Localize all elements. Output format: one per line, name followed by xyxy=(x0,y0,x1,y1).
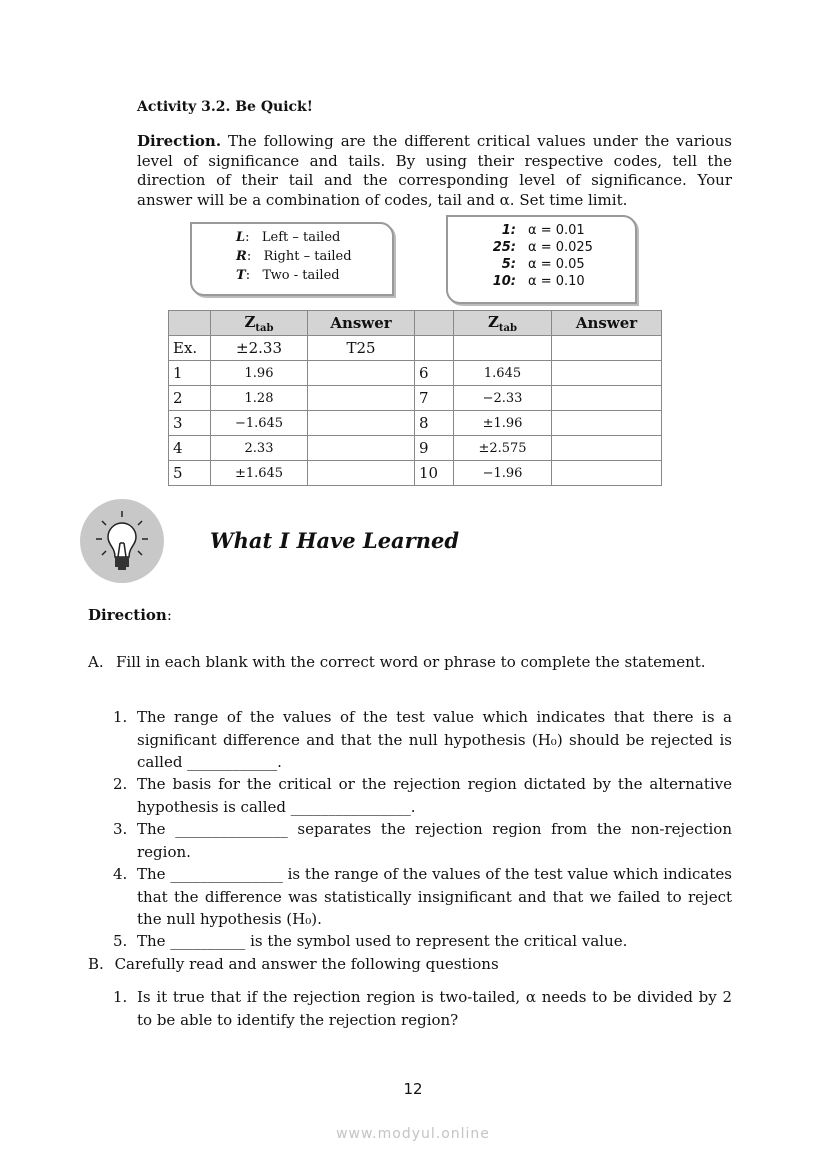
header-answer: Answer xyxy=(308,311,415,336)
header-ztab: $Z_{tab}$ xyxy=(211,311,308,336)
table-row: Ex. ±2.33 T25 xyxy=(169,336,662,361)
alpha-code: 25: α = 0.025 xyxy=(492,240,593,255)
table-row: 3 −1.645 8 ±1.96 xyxy=(169,411,662,436)
header-blank xyxy=(415,311,454,336)
question-a-1: 1. The range of the values of the test value which indicates that there is a significant difference and that the null hypothesis (H₀) should be rejected is called ____________. xyxy=(113,708,732,771)
alpha-code: 5: α = 0.05 xyxy=(501,257,585,272)
watermark: www.modyul.online xyxy=(336,1126,490,1142)
activity-title: Activity 3.2. Be Quick! xyxy=(137,99,313,115)
question-b-1: 1. Is it true that if the rejection region is two-tailed, α needs to be divided by 2 to be able to identify the rejection region? xyxy=(113,988,732,1029)
alpha-codes-box xyxy=(446,215,637,304)
question-a-3: 3. The _______________ separates the rejection region from the non-rejection region. xyxy=(113,820,732,861)
direction-text: The following are the different critical values under the various level of significance and tails. By using their respective codes, tell the direction of their tail and the corresponding level of significance. Your answer will be a combination of codes, tail and α. Set time limit. xyxy=(137,132,732,209)
table-row: 5 ±1.645 10 −1.96 xyxy=(169,461,662,486)
table-row: 2 1.28 7 −2.33 xyxy=(169,386,662,411)
tail-code: R: Right – tailed xyxy=(236,249,352,264)
header-blank xyxy=(169,311,211,336)
header-answer: Answer xyxy=(552,311,662,336)
part-b: B. Carefully read and answer the following questions xyxy=(88,955,499,973)
direction-label: Direction. xyxy=(137,132,222,150)
question-a-5: 5. The __________ is the symbol used to represent the critical value. xyxy=(113,932,628,950)
activity-direction xyxy=(137,132,732,210)
tail-codes-box xyxy=(190,222,394,296)
lightbulb-icon xyxy=(80,499,164,583)
learned-direction: Direction: xyxy=(88,606,172,624)
alpha-code: 10: α = 0.10 xyxy=(492,274,585,289)
header-ztab: $Z_{tab}$ xyxy=(454,311,552,336)
critical-values-table xyxy=(168,310,662,486)
part-a: A. Fill in each blank with the correct word or phrase to complete the statement. xyxy=(88,653,706,671)
question-a-4: 4. The _______________ is the range of the values of the test value which indicates that the difference was statistically insignificant and that we failed to reject the null hypothesis (H₀). xyxy=(113,865,732,928)
table-row: 1 1.96 6 1.645 xyxy=(169,361,662,386)
table-row: 4 2.33 9 ±2.575 xyxy=(169,436,662,461)
section-title: What I Have Learned xyxy=(210,528,460,553)
page-number: 12 xyxy=(403,1080,423,1098)
tail-code: T: Two - tailed xyxy=(236,268,340,283)
alpha-code: 1: α = 0.01 xyxy=(501,223,585,238)
question-a-2: 2. The basis for the critical or the rejection region dictated by the alternative hypothesis is called ________________. xyxy=(113,775,732,816)
tail-code: L: Left – tailed xyxy=(236,230,341,245)
